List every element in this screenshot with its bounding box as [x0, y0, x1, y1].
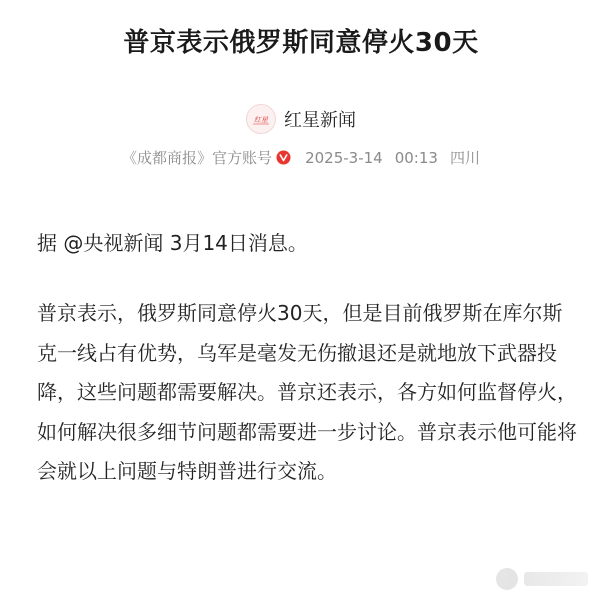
publisher-label: 《成都商报》官方账号: [122, 149, 273, 167]
source-name[interactable]: 红星新闻: [284, 110, 356, 131]
article-paragraph-1: 据 @央视新闻 3月14日消息。: [37, 231, 308, 255]
article-paragraph-2: 普京表示，俄罗斯同意停火30天，但是目前俄罗斯在库尔斯克一线占有优势，乌军是毫发无伤撤退还是就地放下武器投降，这些问题都需要解决。普京还表示，各方如何监督停火，如何解决很多细节问题都需要进一步讨论。普京表示他可能将会就以上问题与特朗普进行交流。: [37, 301, 577, 483]
publish-time: 00:13: [394, 148, 438, 167]
verified-badge-icon: [276, 150, 291, 165]
publish-location: 四川: [449, 149, 480, 167]
watermark-avatar-icon: [496, 568, 518, 590]
watermark: [496, 568, 588, 590]
article-meta: [0, 147, 602, 168]
source-row[interactable]: [0, 104, 602, 134]
article-title: 普京表示俄罗斯同意停火30天: [123, 28, 479, 58]
publish-date: 2025-3-14: [305, 148, 383, 167]
svg-text:红星: 红星: [254, 116, 268, 124]
watermark-label: [524, 572, 588, 586]
red-star-news-logo-icon[interactable]: [246, 104, 276, 134]
